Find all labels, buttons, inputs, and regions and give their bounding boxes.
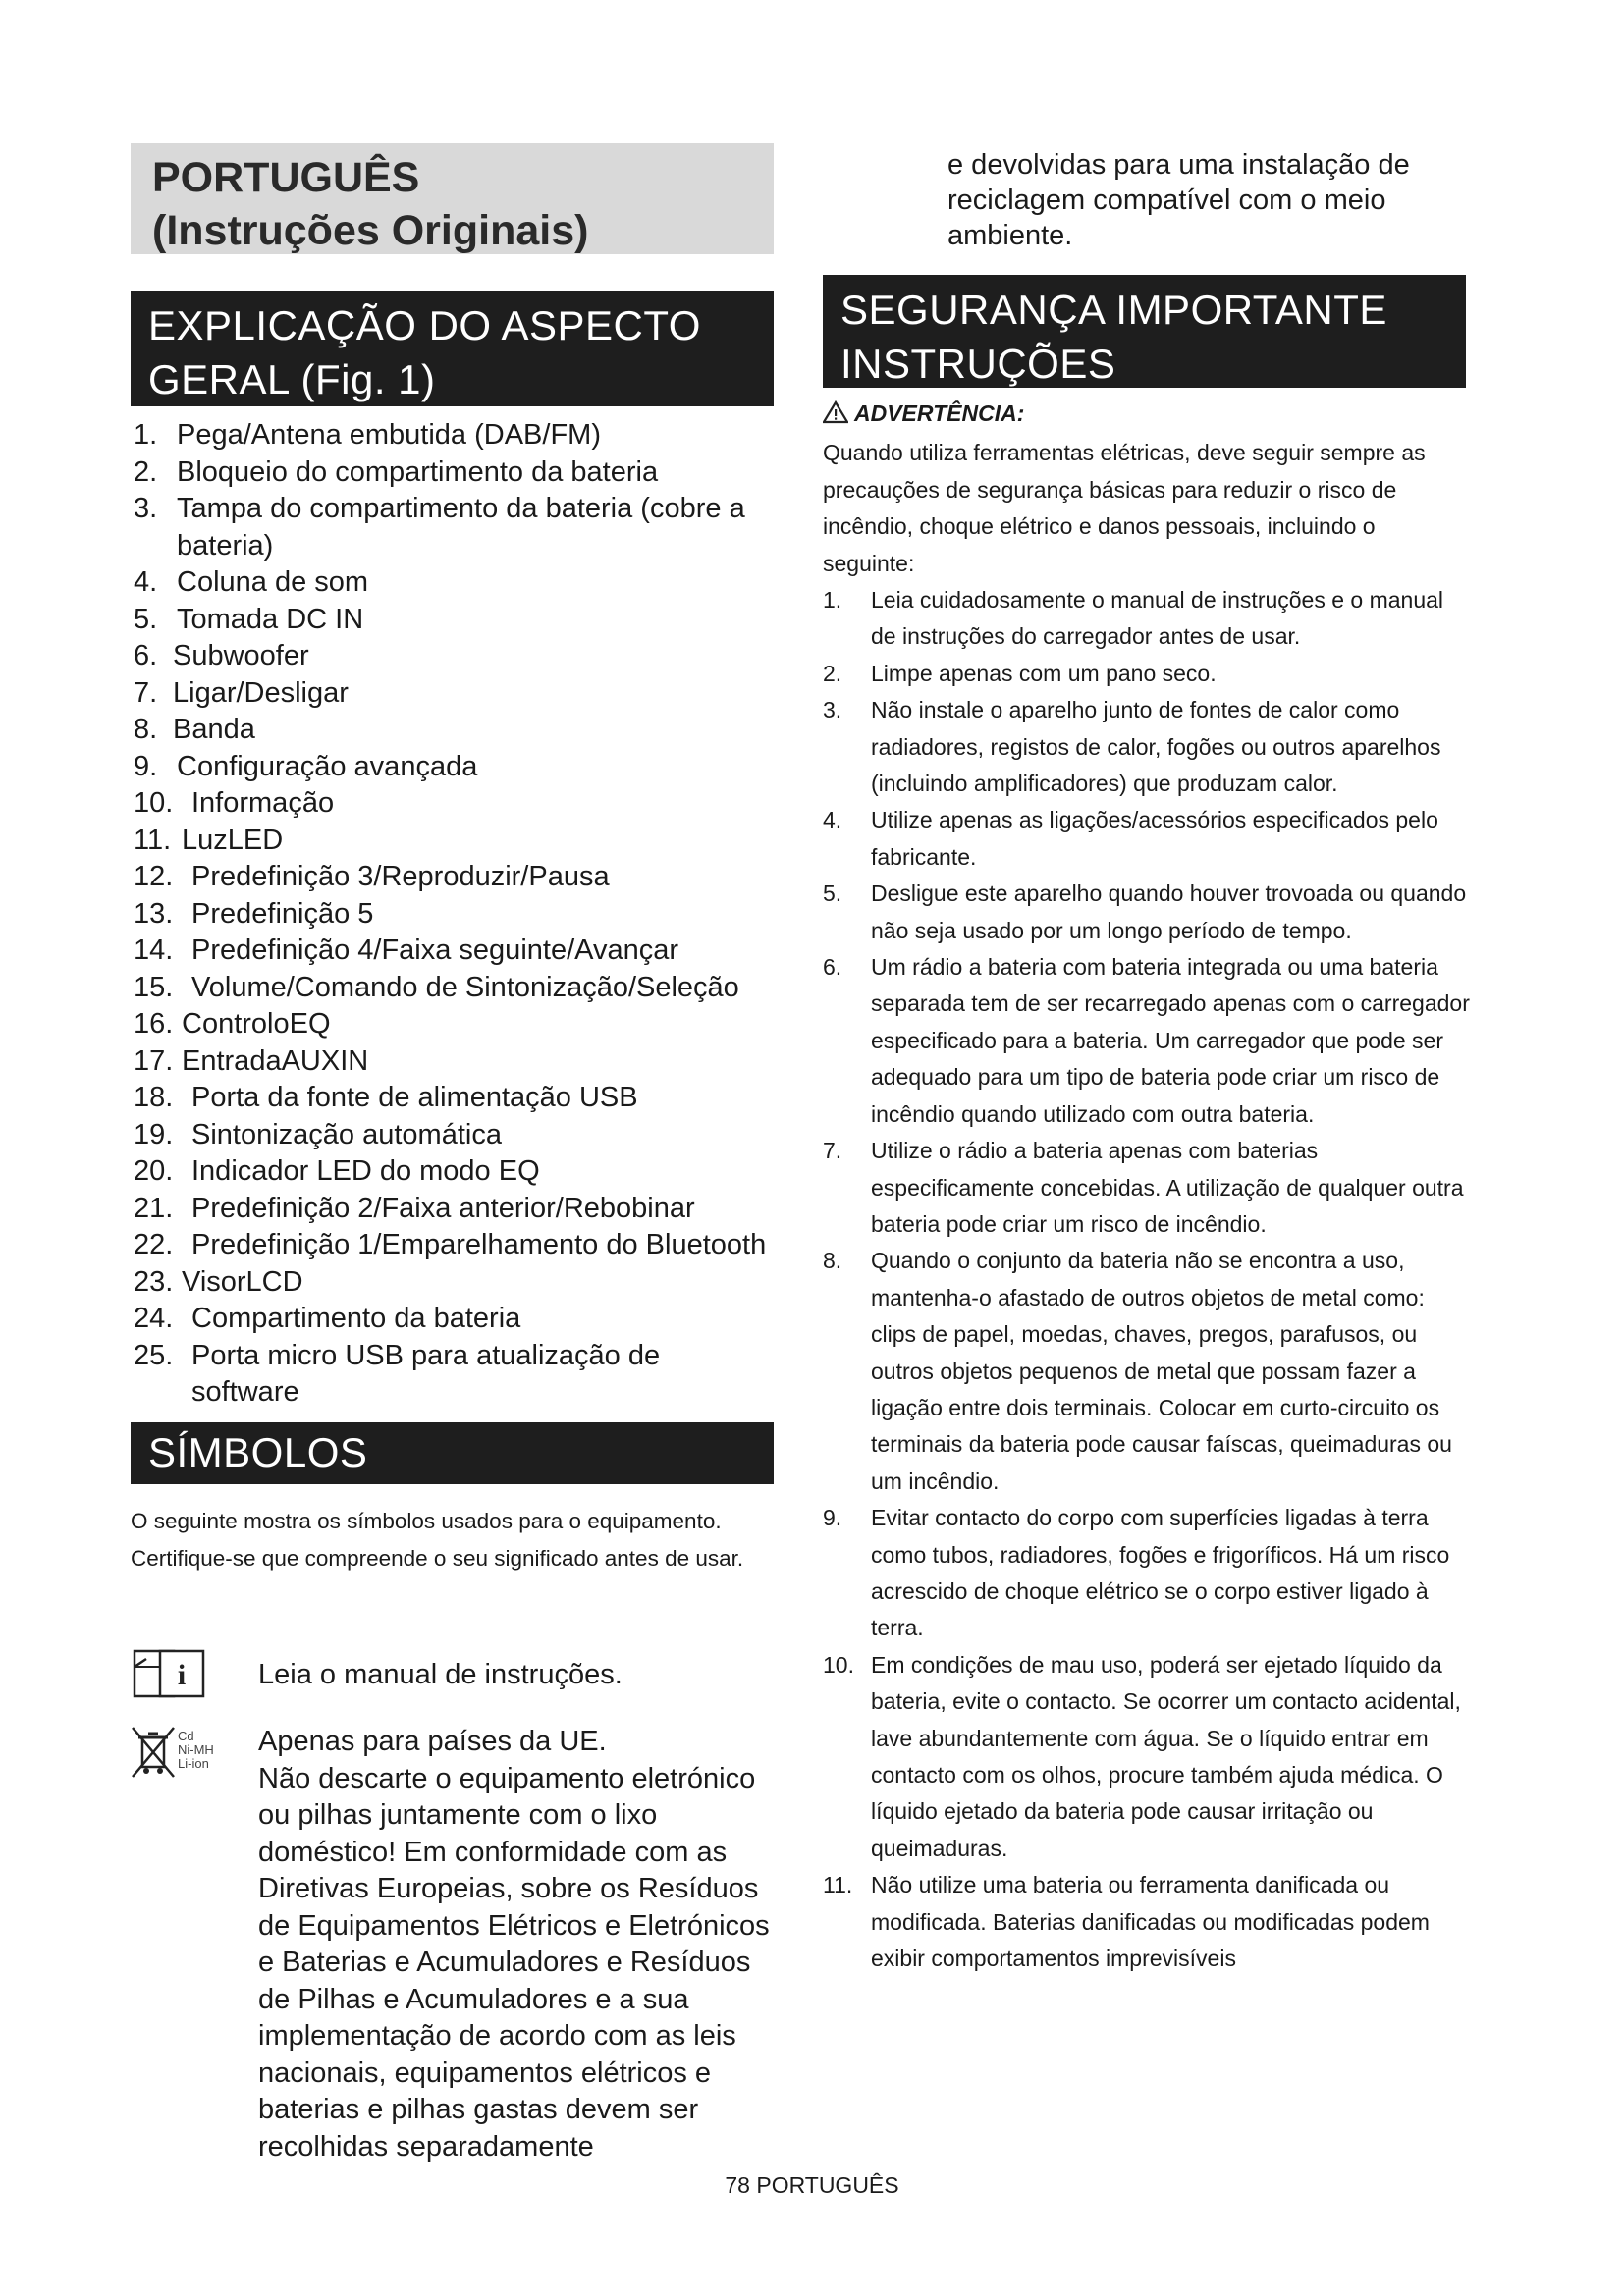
list-item: 1. Leia cuidadosamente o manual de instruções e o manual de instruções do carregador antes de usar.	[823, 587, 1444, 650]
language-title-box	[131, 143, 774, 254]
list-item: 6. Subwoofer	[134, 640, 309, 671]
symbols-intro: O seguinte mostra os símbolos usados para o equipamento. Certifique-se que compreende o seu significado antes de usar.	[131, 1509, 744, 1571]
overview-heading	[131, 291, 774, 406]
list-item: 19. Sintonização automática	[134, 1118, 502, 1150]
language-subtitle: (Instruções Originais)	[152, 207, 589, 254]
safety-heading-line2: INSTRUÇÕES	[840, 341, 1116, 387]
overview-heading-line2: GERAL (Fig. 1)	[148, 356, 436, 402]
list-item: 11. Não utilize uma bateria ou ferramenta danificada ou modificada. Baterias danificadas ou modificadas podem exibir comportamentos imprevisíveis	[823, 1872, 1430, 1972]
list-item: 17. EntradaAUXIN	[134, 1044, 369, 1077]
safety-heading-line1: SEGURANÇA IMPORTANTE	[840, 287, 1387, 333]
symbols-heading: SÍMBOLOS	[131, 1422, 774, 1484]
page-footer: 78 PORTUGUÊS	[725, 2172, 899, 2198]
list-item: 13. Predefinição 5	[134, 897, 374, 930]
list-item: 10. Em condições de mau uso, poderá ser ejetado líquido da bateria, evite o contacto. Se ocorrer um contacto acidental, lave abundantemente com água. Se o líquido entrar em contacto com os olhos, procure também ajuda médica. O líquido ejetado da bateria pode causar irritação ou queimaduras.	[823, 1651, 1461, 1861]
crossed-bin-icon	[129, 1724, 237, 1783]
list-item: 25. Porta micro USB para atualização de software	[134, 1339, 661, 1408]
language-title: PORTUGUÊS	[152, 154, 420, 201]
weee-symbol-text	[258, 1724, 788, 2165]
list-item: 5. Tomada DC IN	[134, 603, 364, 635]
list-item: 16. ControloEQ	[134, 1008, 331, 1040]
weee-text-continued: e devolvidas para uma instalação de reciclagem compatível com o meio ambiente.	[947, 149, 1410, 251]
list-item: 21. Predefinição 2/Faixa anterior/Rebobinar	[134, 1192, 695, 1224]
list-item: 8. Quando o conjunto da bateria não se encontra a uso, mantenha-o afastado de outros objetos de metal como: clips de papel, moedas, chaves, pregos, parafusos, ou outros objetos pequenos de metal que possam fazer a ligação entre dois terminais. Colocar em curto-circuito os terminais da bateria pode causar faíscas, queimaduras ou um incêndio.	[823, 1248, 1452, 1494]
svg-text:Li-ion: Li-ion	[178, 1756, 209, 1771]
list-item: 3. Não instale o aparelho junto de fontes de calor como radiadores, registos de calor, fogões ou outros aparelhos (incluindo amplificadores) que produzam calor.	[823, 697, 1441, 797]
list-item: 18. Porta da fonte de alimentação USB	[134, 1082, 638, 1113]
list-item: 7. Ligar/Desligar	[134, 676, 349, 709]
list-item: 4. Coluna de som	[134, 566, 369, 598]
svg-text:Cd: Cd	[178, 1729, 194, 1743]
list-item: 12. Predefinição 3/Reproduzir/Pausa	[134, 861, 610, 892]
read-manual-icon	[131, 1645, 209, 1704]
list-item: 2. Bloqueio do compartimento da bateria	[134, 455, 659, 488]
list-item: 7. Utilize o rádio a bateria apenas com baterias especificamente concebidas. A utilização de qualquer outra bateria pode criar um risco de incêndio.	[823, 1138, 1464, 1237]
list-item: 14. Predefinição 4/Faixa seguinte/Avançar	[134, 934, 678, 966]
weee-title: Apenas para países da UE.	[258, 1726, 607, 1757]
safety-instructions-list	[823, 582, 1471, 1977]
list-item: 22. Predefinição 1/Emparelhamento do Bluetooth	[134, 1229, 767, 1260]
list-item: 20. Indicador LED do modo EQ	[134, 1155, 540, 1187]
list-item: 9. Configuração avançada	[134, 750, 478, 782]
list-item: 11. LuzLED	[134, 824, 284, 856]
list-item: 6. Um rádio a bateria com bateria integrada ou uma bateria separada tem de ser recarregado apenas com o carregador especificado para a bateria. Um carregador que pode ser adequado para um tipo de bateria pode criar um risco de incêndio quando utilizado com outra bateria.	[823, 954, 1470, 1127]
overview-heading-line1: EXPLICAÇÃO DO ASPECTO	[148, 302, 701, 348]
warning-label: ADVERTÊNCIA:	[823, 398, 1024, 429]
svg-text:i: i	[177, 1659, 187, 1691]
list-item: 10. Informação	[134, 787, 335, 819]
overview-parts-list	[131, 417, 798, 1412]
list-item: 3. Tampa do compartimento da bateria (cobre a bateria)	[134, 493, 745, 561]
svg-text:Ni-MH: Ni-MH	[178, 1742, 214, 1757]
list-item: 9. Evitar contacto do corpo com superfícies ligadas à terra como tubos, radiadores, fogões e frigoríficos. Há um risco acrescido de choque elétrico se o corpo estiver ligado à terra.	[823, 1505, 1450, 1641]
warning-intro: Quando utiliza ferramentas elétricas, deve seguir sempre as precauções de segurança básicas para reduzir o risco de incêndio, choque elétrico e danos pessoais, incluindo o seguinte:	[823, 440, 1426, 576]
list-item: 15. Volume/Comando de Sintonização/Seleção	[134, 971, 739, 1003]
list-item: 4. Utilize apenas as ligações/acessórios especificados pelo fabricante.	[823, 807, 1438, 870]
warning-triangle-icon	[823, 400, 848, 424]
safety-heading	[823, 275, 1466, 388]
list-item: 23. VisorLCD	[134, 1265, 303, 1298]
manual-symbol-text: Leia o manual de instruções.	[258, 1659, 623, 1690]
list-item: 24. Compartimento da bateria	[134, 1303, 521, 1334]
list-item: 5. Desligue este aparelho quando houver trovoada ou quando não seja usado por um longo período de tempo.	[823, 881, 1467, 943]
list-item: 1. Pega/Antena embutida (DAB/FM)	[134, 419, 601, 451]
list-item: 8. Banda	[134, 714, 255, 745]
list-item: 2. Limpe apenas com um pano seco.	[823, 660, 1217, 686]
weee-body: Não descarte o equipamento eletrónico ou pilhas juntamente com o lixo doméstico! Em conformidade com as Diretivas Europeias, sobre os Resíduos de Equipamentos Elétricos e Eletrónicos e Baterias e Acumuladores e Resíduos de Pilhas e Acumuladores e a sua implementação de acordo com as leis nacionais, equipamentos elétricos e baterias e pilhas gastas devem ser recolhidas separadamente	[258, 1762, 770, 2163]
